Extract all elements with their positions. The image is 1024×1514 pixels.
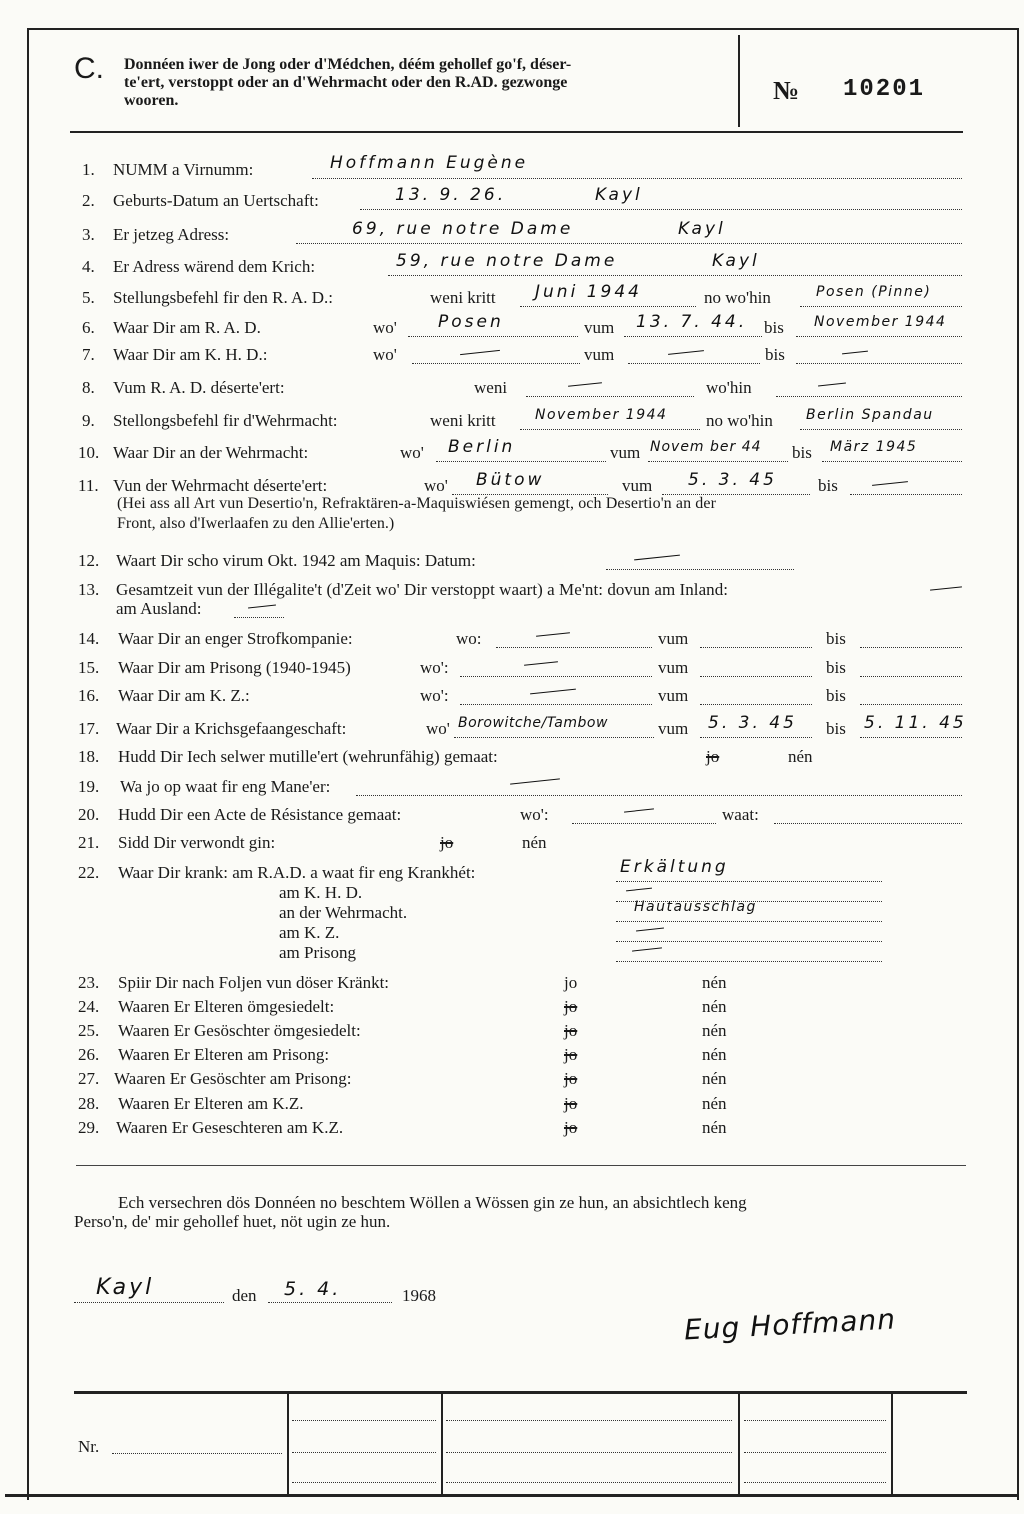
row-number: 27. xyxy=(78,1069,100,1088)
siblings-resettled-label: Waaren Er Gesöschter ömgesiedelt: xyxy=(118,1021,361,1040)
row-number: 13. xyxy=(78,580,100,599)
birth-label: Geburts-Datum an Uertschaft: xyxy=(113,191,319,210)
footer-col-divider xyxy=(441,1392,443,1494)
header-rule xyxy=(70,131,963,133)
fill-line xyxy=(616,961,882,962)
rad-label: Waar Dir am R. A. D. xyxy=(113,318,261,337)
captivity-from-value[interactable]: 5. 3. 45 xyxy=(708,713,797,733)
fill-line xyxy=(606,569,794,570)
row-number: 9. xyxy=(82,411,95,430)
fill-line xyxy=(408,336,578,337)
where-to-label: no wo'hin xyxy=(706,411,773,430)
section-letter: C. xyxy=(74,52,104,85)
wehrmacht-service-label: Waar Dir an der Wehrmacht: xyxy=(113,443,309,462)
self-mutilation-label: Hudd Dir Iech selwer mutille'ert (wehrunfähig) gemaat: xyxy=(118,747,498,766)
where-label: wo': xyxy=(520,805,549,824)
row-number: 7. xyxy=(82,345,95,364)
from-label: vum xyxy=(610,443,641,462)
wehrmacht-order-date[interactable]: November 1944 xyxy=(535,407,668,423)
parents-prison-label: Waaren Er Elteren am Prisong: xyxy=(118,1045,330,1064)
header-intro-line: wooren. xyxy=(124,92,179,109)
siblings-camp-label: Waaren Er Geseschteren am K.Z. xyxy=(116,1118,344,1137)
row-number: 4. xyxy=(82,257,95,276)
fill-line xyxy=(700,647,812,648)
from-label: vum xyxy=(658,719,689,738)
from-label: vum xyxy=(584,318,615,337)
fill-line xyxy=(860,676,962,677)
fill-line xyxy=(850,494,962,495)
fill-line xyxy=(234,617,284,618)
fill-line xyxy=(628,363,760,364)
declaration-line: Perso'n, de' mir gehollef huet, nöt ugin ze hun. xyxy=(74,1212,391,1231)
row-number: 11. xyxy=(78,476,99,495)
fill-line xyxy=(624,336,762,337)
row-number: 14. xyxy=(78,629,100,648)
parents-camp-label: Waaren Er Elteren am K.Z. xyxy=(118,1094,304,1113)
footer-top-rule xyxy=(74,1391,967,1394)
row-number: 2. xyxy=(82,191,95,210)
current-address-place[interactable]: Kayl xyxy=(678,219,726,239)
bottom-border xyxy=(5,1494,1017,1497)
fill-line xyxy=(74,1302,224,1303)
fill-line xyxy=(388,275,962,276)
fill-line xyxy=(796,336,962,337)
wehrmacht-place-value[interactable]: Berlin xyxy=(448,437,516,457)
illness-rad-value[interactable]: Erkältung xyxy=(620,857,729,877)
rad-order-date[interactable]: Juni 1944 xyxy=(535,282,642,302)
to-label: bis xyxy=(826,629,846,648)
signing-date-value[interactable]: 5. 4. xyxy=(284,1278,342,1300)
no-option[interactable]: nén xyxy=(788,747,813,766)
fill-line xyxy=(520,306,696,307)
fill-line xyxy=(700,676,812,677)
fill-line xyxy=(860,737,962,738)
fill-line xyxy=(292,1420,436,1421)
manner-label: Wa jo op waat fir eng Mane'er: xyxy=(120,777,331,796)
yes-option[interactable]: jo xyxy=(564,1045,578,1064)
illness-sub-label: am Prisong xyxy=(279,943,356,962)
desertion-date-value[interactable]: 5. 3. 45 xyxy=(688,470,777,490)
row-number: 15. xyxy=(78,658,100,677)
fill-line xyxy=(356,795,962,796)
row-number: 6. xyxy=(82,318,95,337)
consequences-label: Spiir Dir nach Foljen vun döser Kränkt: xyxy=(118,973,390,992)
wehrmacht-to-value[interactable]: März 1945 xyxy=(830,439,918,455)
name-label: NUMM a Virnumm: xyxy=(113,160,254,179)
row-number: 16. xyxy=(78,686,100,705)
footer-col-divider xyxy=(738,1392,740,1494)
header-intro-line: Donnéen iwer de Jong oder d'Médchen, déém gehollef go'f, déser- xyxy=(124,56,572,73)
parents-resettled-label: Waaren Er Elteren ömgesiedelt: xyxy=(118,997,335,1016)
row-number: 21. xyxy=(78,833,100,852)
yes-option[interactable]: jo xyxy=(564,1094,578,1113)
fill-line xyxy=(268,1302,392,1303)
no-option[interactable]: nén xyxy=(702,1118,727,1137)
fill-line xyxy=(360,209,962,210)
fill-line xyxy=(744,1482,886,1483)
fill-line xyxy=(700,737,812,738)
footer-col-divider xyxy=(891,1392,893,1494)
fill-line xyxy=(446,1482,732,1483)
no-option[interactable]: nén xyxy=(702,1094,727,1113)
where-label: wo' xyxy=(426,719,450,738)
when-label: weni xyxy=(474,378,508,397)
fill-line xyxy=(460,704,652,705)
where-label: wo' xyxy=(424,476,448,495)
form-number: 10201 xyxy=(843,76,926,103)
birth-date-value[interactable]: 13. 9. 26. xyxy=(395,185,507,205)
where-label: wo': xyxy=(420,686,449,705)
section-rule xyxy=(76,1165,966,1166)
number-symbol: № xyxy=(773,76,800,105)
fill-line xyxy=(744,1452,886,1453)
yes-option[interactable]: jo xyxy=(706,747,720,766)
wounded-label: Sidd Dir verwondt gin: xyxy=(118,833,276,852)
row-number: 1. xyxy=(82,160,95,179)
captivity-label: Waar Dir a Krichsgefaangeschaft: xyxy=(116,719,347,738)
signing-year: 1968 xyxy=(402,1286,436,1305)
row-number: 22. xyxy=(78,863,100,882)
row-number: 29. xyxy=(78,1118,100,1137)
siblings-prison-label: Waaren Er Gesöschter am Prisong: xyxy=(114,1069,352,1088)
resistance-label: Hudd Dir een Acte de Résistance gemaat: xyxy=(118,805,402,824)
row-number: 24. xyxy=(78,997,100,1016)
no-option[interactable]: nén xyxy=(702,1069,727,1088)
signing-place-value[interactable]: Kayl xyxy=(96,1275,155,1300)
to-label: bis xyxy=(826,658,846,677)
yes-option[interactable]: jo xyxy=(564,1021,578,1040)
rad-order-label: Stellungsbefehl fir den R. A. D.: xyxy=(113,288,334,307)
header-intro xyxy=(124,56,571,110)
fill-line xyxy=(460,676,652,677)
illegality-label: Gesamtzeit vun der Illégalite't (d'Zeit wo' Dir verstoppt waart) a Me'nt: dovun am Inland: xyxy=(116,580,729,599)
to-label: bis xyxy=(826,686,846,705)
fill-line xyxy=(312,178,962,179)
rad-desertion-label: Vum R. A. D. déserte'ert: xyxy=(113,378,285,397)
footer-col-divider xyxy=(287,1392,289,1494)
row-number: 8. xyxy=(82,378,95,397)
fill-line xyxy=(648,461,788,462)
rad-from-value[interactable]: 13. 7. 44. xyxy=(636,312,748,332)
illness-sub-label: am K. H. D. xyxy=(279,883,363,902)
to-label: bis xyxy=(764,318,784,337)
no-option[interactable]: nén xyxy=(522,833,547,852)
fill-line xyxy=(616,921,882,922)
fill-line xyxy=(700,704,812,705)
yes-option[interactable]: jo xyxy=(564,1118,578,1137)
row-number: 10. xyxy=(78,443,100,462)
when-label: weni kritt xyxy=(430,411,496,430)
fill-line xyxy=(800,306,962,307)
war-address-label: Er Adress wärend dem Krich: xyxy=(113,257,316,276)
captivity-place-value[interactable]: Borowitche/Tambow xyxy=(458,715,608,731)
no-option[interactable]: nén xyxy=(702,1021,727,1040)
row-number: 20. xyxy=(78,805,100,824)
where-label: wo' xyxy=(373,318,397,337)
where-label: wo': xyxy=(420,658,449,677)
to-label: bis xyxy=(792,443,812,462)
yes-option[interactable]: jo xyxy=(440,833,454,852)
fill-line xyxy=(112,1453,282,1454)
no-option[interactable]: nén xyxy=(702,1045,727,1064)
penal-company-label: Waar Dir an enger Strofkompanie: xyxy=(118,629,353,648)
fill-line xyxy=(796,363,962,364)
to-label: bis xyxy=(826,719,846,738)
no-option[interactable]: nén xyxy=(702,973,727,992)
fill-line xyxy=(776,396,962,397)
fill-line xyxy=(526,396,694,397)
from-label: vum xyxy=(622,476,653,495)
desertion-note: (Hei ass all Art vun Desertio'n, Refraktären-a-Maquiswiésen gemengt, och Desertio'n an der xyxy=(117,495,717,512)
row-number: 19. xyxy=(78,777,100,796)
from-label: vum xyxy=(658,658,689,677)
illness-label: Waar Dir krank: am R.A.D. a waat fir eng Krankhét: xyxy=(118,863,476,882)
fill-line xyxy=(292,1482,436,1483)
khd-label: Waar Dir am K. H. D.: xyxy=(113,345,268,364)
wehrmacht-from-value[interactable]: Novem ber 44 xyxy=(650,439,762,455)
fill-line xyxy=(412,363,580,364)
fill-line xyxy=(774,823,962,824)
no-option[interactable]: nén xyxy=(702,997,727,1016)
abroad-label: am Ausland: xyxy=(116,599,202,618)
signature[interactable]: Eug Hoffmann xyxy=(683,1302,897,1347)
illness-wehrmacht-value[interactable]: Hautausschlag xyxy=(634,899,757,915)
captivity-to-value[interactable]: 5. 11. 45 xyxy=(864,713,967,733)
yes-option[interactable]: jo xyxy=(564,997,578,1016)
what-label: waat: xyxy=(722,805,759,824)
desertion-place-value[interactable]: Bütow xyxy=(476,470,545,490)
row-number: 23. xyxy=(78,973,100,992)
fill-line xyxy=(454,737,654,738)
prison-label: Waar Dir am Prisong (1940-1945) xyxy=(118,658,351,677)
fill-line xyxy=(744,1420,886,1421)
war-address-place[interactable]: Kayl xyxy=(712,251,760,271)
row-number: 18. xyxy=(78,747,100,766)
desertion-note: Front, also d'Iwerlaafen zu den Allie'erten.) xyxy=(117,515,395,532)
fill-line xyxy=(800,429,962,430)
where-to-label: wo'hin xyxy=(706,378,752,397)
declaration-line: Ech versechren dös Donnéen no beschtem Wöllen a Wössen gin ze hun, an absichtlech keng xyxy=(118,1193,747,1212)
rad-order-place[interactable]: Posen (Pinne) xyxy=(816,284,932,300)
camp-label: Waar Dir am K. Z.: xyxy=(118,686,250,705)
from-label: vum xyxy=(584,345,615,364)
row-number: 25. xyxy=(78,1021,100,1040)
fill-line xyxy=(446,1420,732,1421)
fill-line xyxy=(520,429,700,430)
to-label: bis xyxy=(765,345,785,364)
fill-line xyxy=(572,823,716,824)
row-number: 3. xyxy=(82,225,95,244)
header-divider xyxy=(738,35,740,127)
name-value[interactable]: Hoffmann Eugène xyxy=(330,153,529,173)
fill-line xyxy=(296,243,962,244)
from-label: vum xyxy=(658,629,689,648)
fill-line xyxy=(860,647,962,648)
from-label: vum xyxy=(658,686,689,705)
to-label: bis xyxy=(818,476,838,495)
where-label: wo' xyxy=(373,345,397,364)
fill-line xyxy=(436,461,606,462)
rad-to-value[interactable]: November 1944 xyxy=(814,314,947,330)
illness-sub-label: an der Wehrmacht. xyxy=(279,903,408,922)
nr-label: Nr. xyxy=(78,1437,100,1456)
yes-option[interactable]: jo xyxy=(564,973,578,992)
wehrmacht-order-label: Stellongsbefehl fir d'Wehrmacht: xyxy=(113,411,338,430)
row-number: 12. xyxy=(78,551,100,570)
fill-line xyxy=(860,704,962,705)
when-label: weni kritt xyxy=(430,288,496,307)
current-address-value[interactable]: 69, rue notre Dame xyxy=(352,219,574,239)
where-to-label: no wo'hin xyxy=(704,288,771,307)
row-number: 17. xyxy=(78,719,100,738)
wehrmacht-desertion-label: Vun der Wehrmacht déserte'ert: xyxy=(113,476,328,495)
address-label: Er jetzeg Adress: xyxy=(113,225,230,244)
war-address-value[interactable]: 59, rue notre Dame xyxy=(396,251,618,271)
rad-place-value[interactable]: Posen xyxy=(438,312,504,332)
yes-option[interactable]: jo xyxy=(564,1069,578,1088)
fill-line xyxy=(496,647,652,648)
illness-sub-label: am K. Z. xyxy=(279,923,340,942)
header-intro-line: te'ert, verstoppt oder an d'Wehrmacht oder den R.AD. gezwonge xyxy=(124,74,568,91)
row-number: 26. xyxy=(78,1045,100,1064)
where-label: wo: xyxy=(456,629,482,648)
wehrmacht-order-place[interactable]: Berlin Spandau xyxy=(806,407,934,423)
fill-line xyxy=(616,881,882,882)
fill-line xyxy=(446,1452,732,1453)
maquis-label: Waart Dir scho virum Okt. 1942 am Maquis: Datum: xyxy=(116,551,476,570)
den-label: den xyxy=(232,1286,257,1305)
row-number: 5. xyxy=(82,288,95,307)
row-number: 28. xyxy=(78,1094,100,1113)
fill-line xyxy=(292,1452,436,1453)
fill-line xyxy=(616,941,882,942)
where-label: wo' xyxy=(400,443,424,462)
birth-place-value[interactable]: Kayl xyxy=(595,185,643,205)
fill-line xyxy=(822,461,962,462)
